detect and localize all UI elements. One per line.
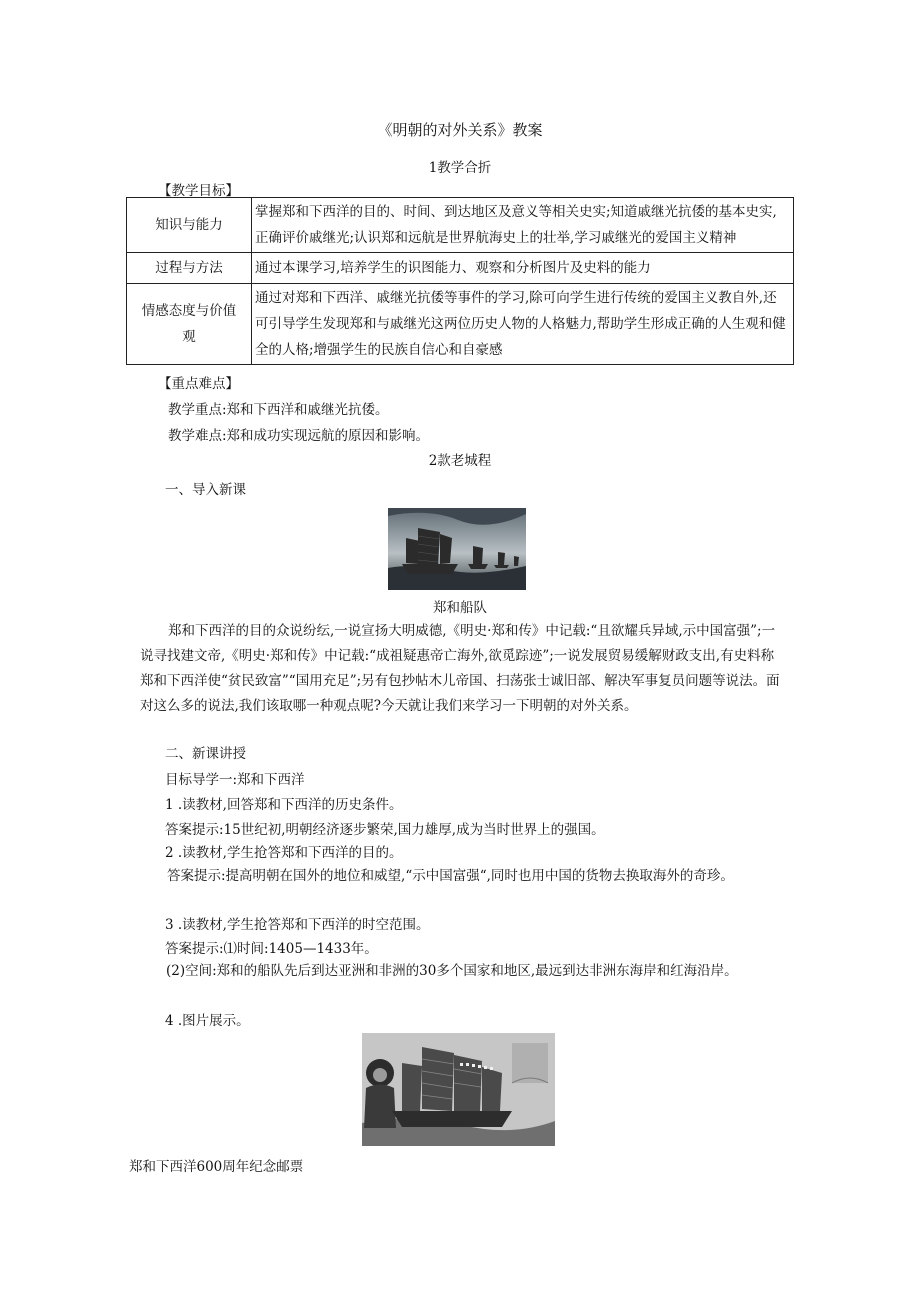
section-heading-process: 2款老城程 [428,453,492,469]
key-point: 教学重点:郑和下西洋和戚继光抗倭。 [168,402,389,418]
stamp-image-caption: 郑和下西洋600周年纪念邮票 [129,1159,304,1175]
goal-value: 掌握郑和下西洋的目的、时间、到达地区及意义等相关史实;知道戚继光抗倭的基本史实,正确评价戚继光;认识郑和远航是世界航海史上的壮举,学习戚继光的爱国主义精神 [252,198,794,253]
answer-1: 答案提示:15世纪初,明朝经济逐步繁荣,国力雄厚,成为当时世界上的强国。 [165,822,605,838]
goals-label: 【教学目标】 [158,183,239,199]
goal-value: 通过对郑和下西洋、戚继光抗倭等事件的学习,除可向学生进行传统的爱国主义教自外,还可引导学生发现郑和与戚继光这两位历史人物的人格魅力,帮助学生形成正确的人生观和健全的人格;增强学生的民族自信心和自豪感 [252,284,794,365]
answer-3-time: 答案提示:⑴时间:1405—1433年。 [165,941,378,957]
difficult-point: 教学难点:郑和成功实现远航的原因和影响。 [168,428,430,444]
document-title: 《明朝的对外关系》教案 [377,121,543,139]
goal-key: 过程与方法 [127,253,252,284]
goal-key: 知识与能力 [127,198,252,253]
answer-2: 答案提示:提高明朝在国外的地位和威望,“示中国富强“,同时也用中国的货物去换取海外的奇珍。 [167,868,734,884]
section-heading-analysis: 1教学合折 [428,160,492,176]
table-row [127,198,794,253]
stamp-image [362,1033,555,1146]
key-points-label: 【重点难点】 [158,376,239,392]
target-heading: 目标导学一:郑和下西洋 [165,772,305,788]
question-2: 2 .读教材,学生抢答郑和下西洋的目的。 [165,845,403,861]
part-heading-intro: 一、导入新课 [165,482,246,498]
goal-key: 情感态度与价值观 [127,284,252,365]
question-1: 1 .读教材,回答郑和下西洋的历史条件。 [165,797,403,813]
table-row [127,284,794,365]
fleet-image-caption: 郑和船队 [433,600,487,616]
goals-table [126,197,794,365]
question-4: 4 .图片展示。 [165,1013,250,1029]
answer-3-space: (2)空间:郑和的船队先后到达亚洲和非洲的30多个国家和地区,最远到达非洲东海岸和红海沿岸。 [166,963,738,979]
part-heading-new-lesson: 二、新课讲授 [165,746,246,762]
intro-paragraph: 郑和下西洋的目的众说纷纭,一说宣扬大明威德,《明史·郑和传》中记载:“且欲耀兵异域,示中国富强”;一说寻找建文帝,《明史·郑和传》中记载:“成祖疑惠帝亡海外,欲觅踪迹”;一说发展贸易缓解财政支出,有史料称郑和下西洋使“贫民致富”“国用充足”;另有包抄帖木儿帝国、扫荡张士诚旧部、解决军事复员问题等说法。面对这么多的说法,我们该取哪一种观点呢?今天就让我们来学习一下明朝的对外关系。 [140,623,780,714]
table-row [127,253,794,284]
question-3: 3 .读教材,学生抢答郑和下西洋的时空范围。 [165,917,430,933]
fleet-image [388,508,526,590]
goal-value: 通过本课学习,培养学生的识图能力、观察和分析图片及史料的能力 [252,253,794,284]
